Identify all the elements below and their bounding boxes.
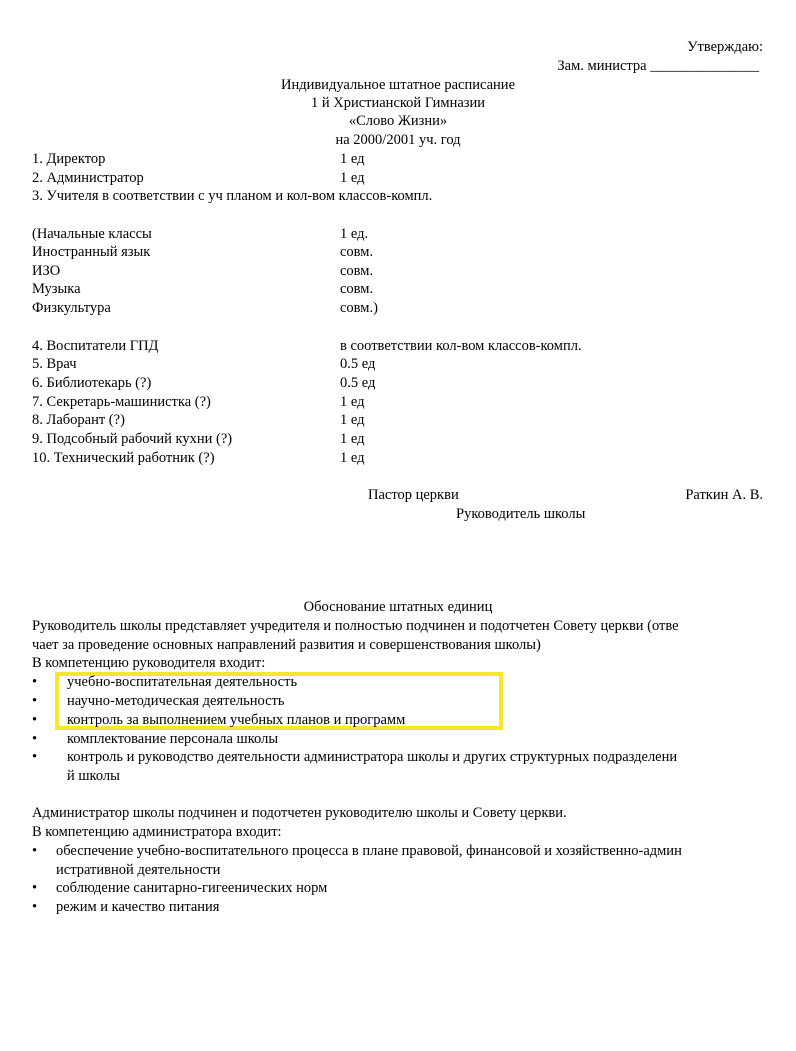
staff-value: 0.5 ед <box>340 356 376 372</box>
doc-title-line3: «Слово Жизни» <box>348 113 448 129</box>
staff-value: в соответствии кол-вом классов-компл. <box>340 338 582 354</box>
teacher-label: Физкультура <box>32 300 111 316</box>
teacher-value: 1 ед. <box>340 226 369 242</box>
teacher-value: совм.) <box>340 300 378 316</box>
staff-value: 0.5 ед <box>340 375 376 391</box>
approval-label: Утверждаю: <box>687 39 763 55</box>
teacher-value: совм. <box>340 244 374 260</box>
teacher-label: (Начальные классы <box>32 226 152 242</box>
staff-label: 6. Библиотекарь (?) <box>32 375 152 391</box>
staff-value: 1 ед <box>340 431 365 447</box>
staff-value: 1 ед <box>340 151 365 167</box>
bullet: • <box>32 749 38 765</box>
teachers-line: 3. Учителя в соответствии с уч планом и кол-вом классов-компл. <box>32 188 433 204</box>
head-competence-intro: В компетенцию руководителя входит: <box>32 655 266 671</box>
doc-title-line2: 1 й Христианской Гимназии <box>310 95 486 111</box>
teacher-value: совм. <box>340 281 374 297</box>
doc-title-line1: Индивидуальное штатное расписание <box>280 77 516 93</box>
teacher-value: совм. <box>340 263 374 279</box>
staff-value: 1 ед <box>340 170 365 186</box>
admin-duty-item: режим и качество питания <box>56 899 220 915</box>
signature-pastor: Пастор церкви <box>368 487 459 503</box>
head-duty-item-line1: контроль и руководство деятельности администратора школы и других структурных подразделени <box>67 749 678 765</box>
bullet: • <box>32 674 38 690</box>
signature-head: Руководитель школы <box>456 506 586 522</box>
staff-label: 8. Лаборант (?) <box>32 412 125 428</box>
bullet: • <box>32 712 38 728</box>
staff-label: 7. Секретарь-машинистка (?) <box>32 394 211 410</box>
admin-paragraph: Администратор школы подчинен и подотчетен руководителю школы и Совету церкви. <box>32 805 567 821</box>
head-duty-item: учебно-воспитательная деятельность <box>67 674 298 690</box>
head-duty-item: научно-методическая деятельность <box>67 693 285 709</box>
justification-title: Обоснование штатных единиц <box>303 599 493 615</box>
staff-label: 5. Врач <box>32 356 77 372</box>
admin-competence-intro: В компетенцию администратора входит: <box>32 824 282 840</box>
head-duty-item: комплектование персонала школы <box>67 731 279 747</box>
doc-title-line4: на 2000/2001 уч. год <box>335 132 461 148</box>
admin-duty-item: соблюдение санитарно-гигеенических норм <box>56 880 328 896</box>
signature-name: Раткин А. В. <box>685 487 763 503</box>
bullet: • <box>32 731 38 747</box>
staff-label: 2. Администратор <box>32 170 144 186</box>
admin-duty-item-line1: обеспечение учебно-воспитательного процесса в плане правовой, финансовой и хозяйственно-админ <box>56 843 682 859</box>
bullet: • <box>32 693 38 709</box>
admin-duty-item-line2: истративной деятельности <box>56 862 221 878</box>
teacher-label: Музыка <box>32 281 81 297</box>
staff-value: 1 ед <box>340 450 365 466</box>
head-paragraph-line2: чает за проведение основных направлений развития и совершенствования школы) <box>32 637 541 653</box>
deputy-minister-line: Зам. министра _______________ <box>557 58 759 74</box>
staff-value: 1 ед <box>340 394 365 410</box>
staff-label: 9. Подсобный рабочий кухни (?) <box>32 431 233 447</box>
head-duty-item: контроль за выполнением учебных планов и программ <box>67 712 406 728</box>
head-paragraph-line1: Руководитель школы представляет учредителя и полностью подчинен и подотчетен Совету церкви (отве <box>32 618 679 634</box>
staff-value: 1 ед <box>340 412 365 428</box>
teacher-label: Иностранный язык <box>32 244 151 260</box>
staff-label: 1. Директор <box>32 151 106 167</box>
bullet: • <box>32 899 38 915</box>
bullet: • <box>32 843 38 859</box>
staff-label: 4. Воспитатели ГПД <box>32 338 159 354</box>
teacher-label: ИЗО <box>32 263 61 279</box>
staff-label: 10. Технический работник (?) <box>32 450 215 466</box>
head-duty-item-line2: й школы <box>67 768 120 784</box>
bullet: • <box>32 880 38 896</box>
